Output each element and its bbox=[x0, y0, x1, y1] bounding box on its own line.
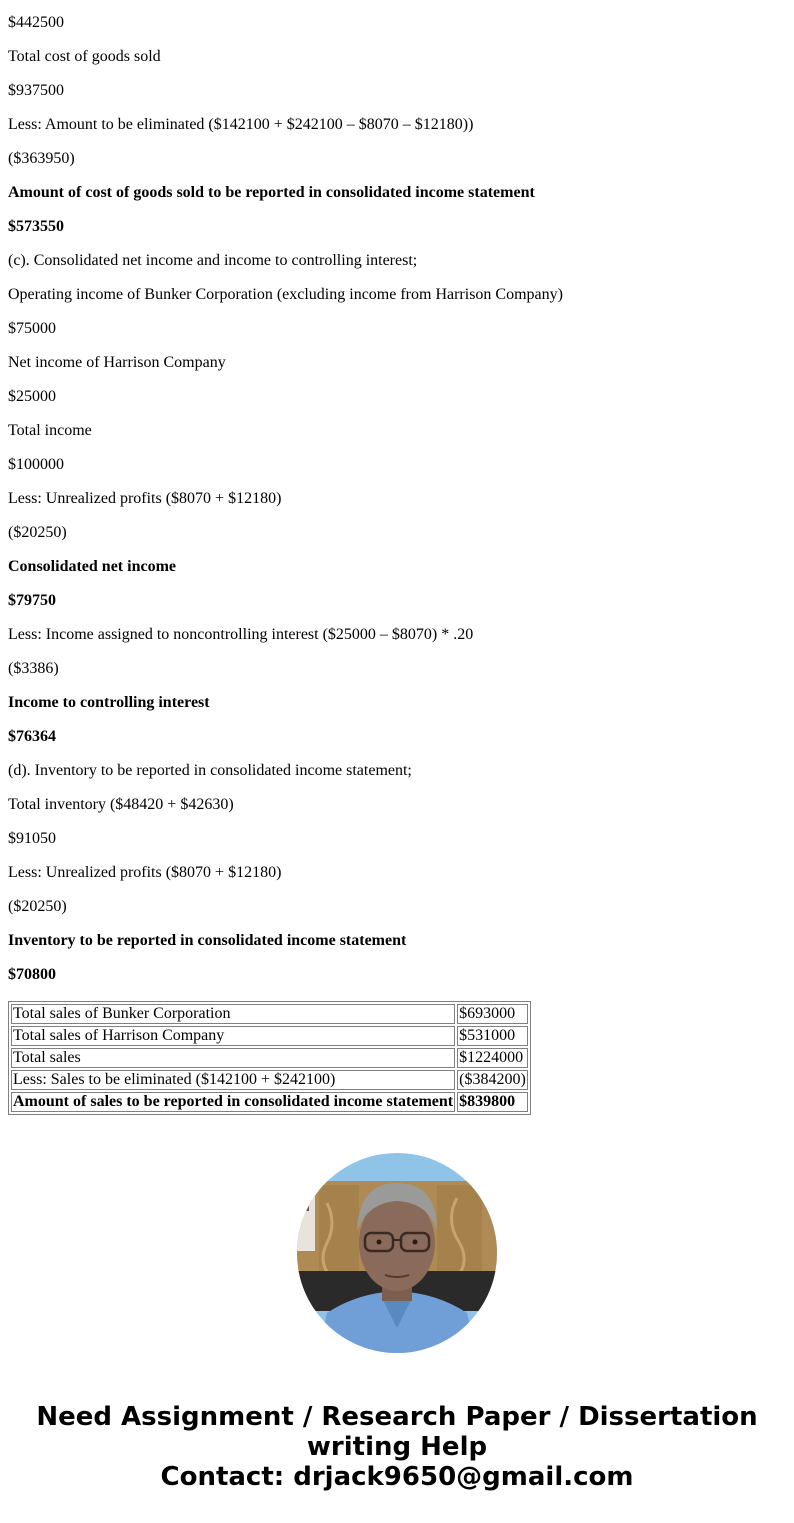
cogs-result-heading: Amount of cost of goods sold to be reported in consolidated income statement bbox=[8, 184, 535, 201]
paragraph: $442500 bbox=[8, 14, 64, 31]
table-row bbox=[11, 1048, 528, 1068]
paragraph: $75000 bbox=[8, 320, 56, 337]
table-cell-label: Less: Sales to be eliminated ($142100 + $242100) bbox=[11, 1070, 455, 1090]
paragraph: Operating income of Bunker Corporation (excluding income from Harrison Company) bbox=[8, 286, 563, 303]
paragraph: Less: Income assigned to noncontrolling interest ($25000 – $8070) * .20 bbox=[8, 626, 474, 643]
paragraph: ($20250) bbox=[8, 898, 67, 915]
section-c-heading: (c). Consolidated net income and income to controlling interest; bbox=[8, 252, 418, 269]
promo-banner bbox=[0, 1402, 794, 1492]
table-row-total bbox=[11, 1092, 528, 1112]
paragraph: Less: Unrealized profits ($8070 + $12180) bbox=[8, 490, 282, 507]
consolidated-net-income-value: $79750 bbox=[8, 592, 56, 609]
table-row bbox=[11, 1026, 528, 1046]
paragraph: Total income bbox=[8, 422, 92, 439]
sales-table bbox=[8, 1001, 531, 1115]
paragraph: $937500 bbox=[8, 82, 64, 99]
author-photo-icon bbox=[297, 1153, 497, 1353]
paragraph: ($3386) bbox=[8, 660, 59, 677]
paragraph: Total cost of goods sold bbox=[8, 48, 161, 65]
paragraph: $25000 bbox=[8, 388, 56, 405]
table-cell-label: Total sales of Bunker Corporation bbox=[11, 1004, 455, 1024]
promo-line-1: Need Assignment / Research Paper / Dissertation bbox=[36, 1402, 758, 1432]
paragraph: ($363950) bbox=[8, 150, 75, 167]
table-cell-value: $693000 bbox=[457, 1004, 528, 1024]
author-avatar bbox=[297, 1153, 497, 1353]
inventory-result-heading: Inventory to be reported in consolidated income statement bbox=[8, 932, 407, 949]
paragraph: $100000 bbox=[8, 456, 64, 473]
paragraph: ($20250) bbox=[8, 524, 67, 541]
table-cell-value: $531000 bbox=[457, 1026, 528, 1046]
paragraph: Net income of Harrison Company bbox=[8, 354, 226, 371]
paragraph: Less: Unrealized profits ($8070 + $12180) bbox=[8, 864, 282, 881]
section-d-heading: (d). Inventory to be reported in consolidated income statement; bbox=[8, 762, 412, 779]
table-cell-value: ($384200) bbox=[459, 1071, 526, 1088]
consolidated-net-income-heading: Consolidated net income bbox=[8, 558, 176, 575]
table-cell-value: $1224000 bbox=[457, 1048, 528, 1068]
controlling-interest-heading: Income to controlling interest bbox=[8, 694, 210, 711]
controlling-interest-value: $76364 bbox=[8, 728, 56, 745]
promo-line-2: writing Help bbox=[306, 1432, 488, 1462]
table-cell-value: $839800 bbox=[457, 1092, 528, 1112]
inventory-result-value: $70800 bbox=[8, 966, 56, 983]
promo-contact: Contact: drjack9650@gmail.com bbox=[160, 1462, 634, 1492]
table-cell-label: Amount of sales to be reported in consolidated income statement bbox=[13, 1093, 454, 1110]
paragraph: Less: Amount to be eliminated ($142100 + $242100 – $8070 – $12180)) bbox=[8, 116, 474, 133]
paragraph: $91050 bbox=[8, 830, 56, 847]
table-cell-label: Total sales bbox=[11, 1048, 455, 1068]
cogs-result-value: $573550 bbox=[8, 218, 64, 235]
paragraph: Total inventory ($48420 + $42630) bbox=[8, 796, 234, 813]
table-row bbox=[11, 1070, 528, 1090]
table-cell-label: Total sales of Harrison Company bbox=[11, 1026, 455, 1046]
table-row bbox=[11, 1004, 528, 1024]
